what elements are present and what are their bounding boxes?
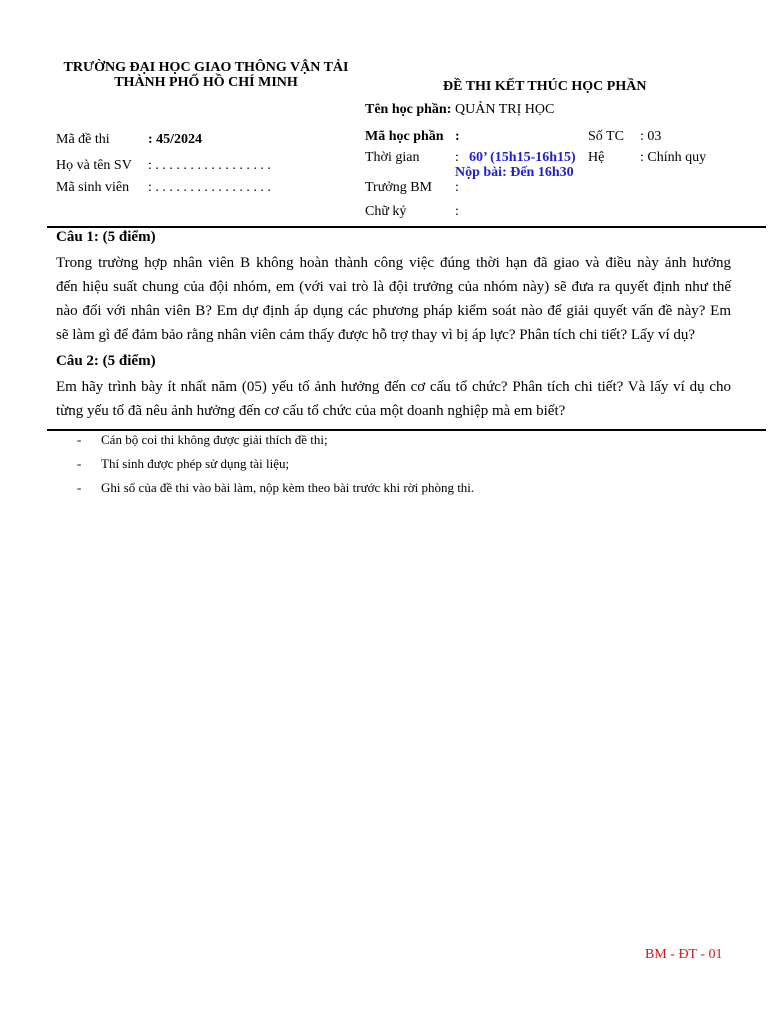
notes-divider	[47, 429, 766, 431]
head-of-dept-value: :	[455, 180, 459, 195]
credits-label: Số TC	[588, 129, 624, 144]
student-id-label: Mã sinh viên	[56, 180, 130, 195]
school-name-line1: TRƯỜNG ĐẠI HỌC GIAO THÔNG VẬN TẢI	[63, 60, 349, 75]
question-1-text	[56, 251, 731, 347]
credits-value: : 03	[640, 129, 662, 144]
note-dash: -	[77, 456, 82, 471]
submit-deadline: Nộp bài: Đến 16h30	[455, 165, 574, 180]
question-1-title: Câu 1: (5 điểm)	[56, 229, 156, 245]
note-text: Ghi số của đề thi vào bài làm, nộp kèm theo bài trước khi rời phòng thi.	[101, 480, 475, 495]
signature-label: Chữ ký	[365, 204, 407, 219]
course-name-label: Tên học phần:	[365, 102, 452, 117]
exam-title: ĐỀ THI KẾT THÚC HỌC PHẦN	[443, 79, 647, 94]
form-code: BM - ĐT - 01	[645, 947, 723, 962]
signature-value: :	[455, 204, 459, 219]
question-1-line: sẽ làm gì để đảm bảo rằng nhân viên cảm thấy được hỗ trợ thay vì bị áp lực? Phân tích chi tiết? Lấy ví dụ?	[56, 327, 696, 343]
question-2-title: Câu 2: (5 điểm)	[56, 353, 156, 369]
system-value: : Chính quy	[640, 150, 707, 165]
note-item	[77, 456, 289, 472]
student-name-label: Họ và tên SV	[56, 158, 132, 173]
note-item	[77, 432, 328, 448]
time-value: 60’ (15h15-16h15)	[469, 150, 576, 165]
student-id-field[interactable]: : . . . . . . . . . . . . . . . . .	[148, 180, 271, 195]
time-colon: :	[455, 150, 459, 165]
school-name	[56, 60, 356, 90]
note-text: Cán bộ coi thi không được giải thích đề thi;	[101, 432, 328, 447]
note-text: Thí sinh được phép sử dụng tài liệu;	[101, 456, 290, 471]
course-name-value: QUẢN TRỊ HỌC	[455, 102, 555, 117]
time-label: Thời gian	[365, 150, 420, 165]
course-code-value: :	[455, 129, 460, 144]
question-1-line: Trong trường hợp nhân viên B không hoàn thành công việc đúng thời hạn đã giao và điều này ảnh hưởng	[56, 255, 731, 271]
note-dash: -	[77, 432, 82, 447]
question-2-line: từng yếu tố đã nêu ảnh hưởng đến cơ cấu tổ chức của một doanh nghiệp mà em biết?	[56, 403, 566, 419]
head-of-dept-label: Trưởng BM	[365, 180, 432, 195]
student-name-field[interactable]: : . . . . . . . . . . . . . . . . .	[148, 158, 271, 173]
exam-code-label: Mã đề thi	[56, 132, 110, 147]
course-code-label: Mã học phần	[365, 129, 444, 144]
note-dash: -	[77, 480, 82, 495]
question-1-line: đến hiệu suất chung của đội nhóm, em (với vai trò là đội trưởng của nhóm này) sẽ đưa ra quyết định như thế	[56, 279, 731, 295]
exam-code-value: : 45/2024	[148, 132, 203, 147]
question-1-line: nào đối với nhân viên B? Em dự định áp dụng các phương pháp kiểm soát nào để giải quyết vấn đề này? Em	[56, 303, 731, 319]
school-name-line2: THÀNH PHỐ HỒ CHÍ MINH	[114, 75, 298, 90]
question-2-text	[56, 375, 731, 423]
question-2-line: Em hãy trình bày ít nhất năm (05) yếu tố ảnh hưởng đến cơ cấu tổ chức? Phân tích chi tiết? Và lấy ví dụ cho	[56, 379, 731, 395]
header-divider	[47, 226, 766, 228]
system-label: Hệ	[588, 150, 605, 165]
note-item	[77, 480, 474, 496]
